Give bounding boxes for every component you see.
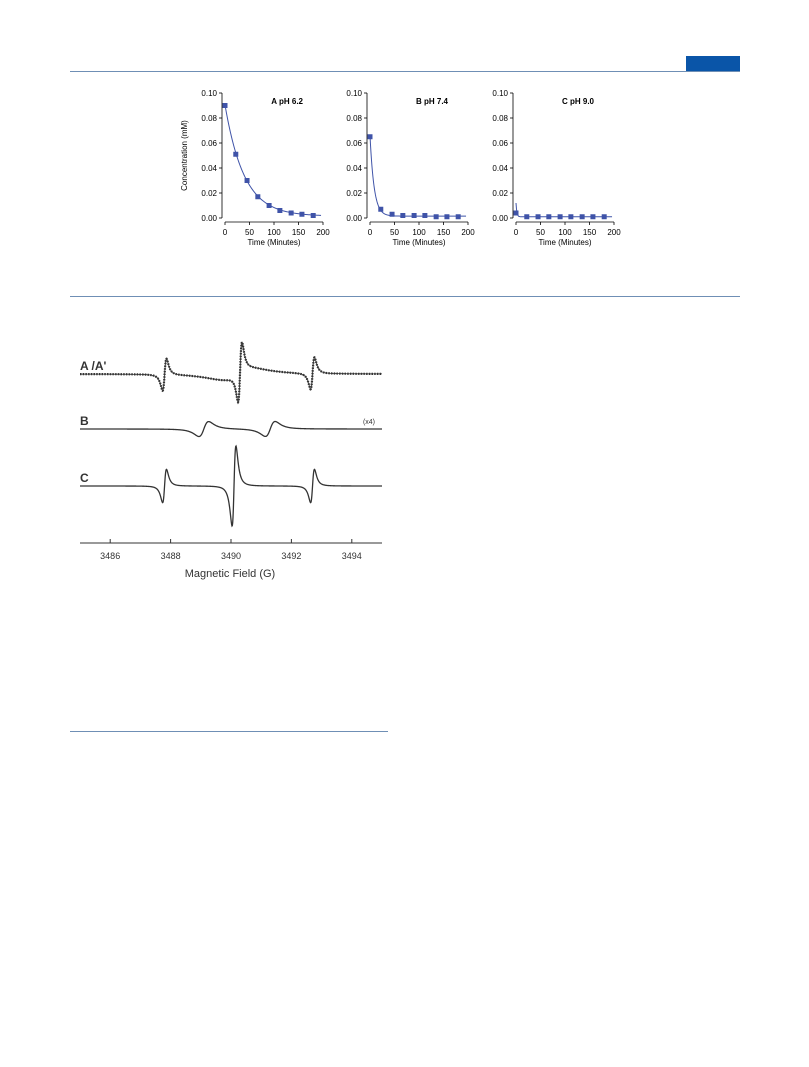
y-tick-label: 0.06 <box>346 139 362 148</box>
data-point <box>233 152 238 157</box>
y-tick-label: 0.04 <box>201 164 217 173</box>
x-axis-label: Time (Minutes) <box>538 238 592 247</box>
data-point <box>400 213 405 218</box>
data-point <box>368 134 373 139</box>
data-point <box>412 213 417 218</box>
trace-label: A /A' <box>80 359 107 373</box>
data-point <box>536 214 541 219</box>
x-tick-label: 50 <box>536 228 545 237</box>
data-point <box>299 212 304 217</box>
y-tick-label: 0.00 <box>492 214 508 223</box>
y-tick-label: 0.00 <box>346 214 362 223</box>
y-tick-label: 0.02 <box>201 189 217 198</box>
y-tick-label: 0.02 <box>346 189 362 198</box>
y-tick-label: 0.10 <box>346 89 362 98</box>
x-tick-label: 0 <box>513 228 519 237</box>
data-point <box>311 213 316 218</box>
kinetics-panel-a <box>180 89 330 247</box>
y-tick-label: 0.04 <box>346 164 362 173</box>
spectrum-line <box>80 422 382 437</box>
x-tick-label: 0 <box>222 228 228 237</box>
section-rule-2 <box>70 731 388 732</box>
x-tick-label: 200 <box>607 228 621 237</box>
epr-x-tick-label: 3494 <box>341 551 362 561</box>
x-tick-label: 0 <box>367 228 373 237</box>
epr-x-tick-label: 3490 <box>220 551 242 561</box>
epr-trace-b <box>80 414 382 437</box>
data-point <box>456 214 461 219</box>
x-tick-label: 150 <box>436 228 451 237</box>
header-rule <box>70 71 740 72</box>
x-tick-label: 150 <box>582 228 597 237</box>
y-tick-label: 0.10 <box>201 89 217 98</box>
epr-spectra-figure <box>70 312 390 592</box>
kinetics-panel-b <box>346 89 475 247</box>
x-tick-label: 50 <box>390 228 399 237</box>
data-point <box>422 213 427 218</box>
section-rule-1 <box>70 296 740 297</box>
kinetics-panel-c <box>492 89 621 247</box>
epr-trace-c <box>80 446 382 526</box>
data-point <box>223 103 228 108</box>
x-tick-label: 100 <box>267 228 281 237</box>
y-tick-label: 0.08 <box>346 114 362 123</box>
epr-x-tick-label: 3492 <box>281 551 302 561</box>
epr-x-axis-label: Magnetic Field (G) <box>184 568 276 580</box>
y-axis-label: Concentration (mM) <box>180 120 189 191</box>
panel-title: C pH 9.0 <box>561 97 594 106</box>
epr-trace-a <box>80 342 382 402</box>
panel-title: A pH 6.2 <box>271 97 303 106</box>
x-tick-label: 100 <box>558 228 572 237</box>
data-point <box>580 214 585 219</box>
x-tick-label: 200 <box>461 228 475 237</box>
epr-x-tick-label: 3488 <box>160 551 181 561</box>
epr-x-tick-label: 3486 <box>100 551 121 561</box>
trace-label: B <box>80 414 89 428</box>
x-tick-label: 50 <box>245 228 254 237</box>
fit-curve <box>516 203 612 217</box>
spectrum-line <box>80 446 382 526</box>
panel-title: B pH 7.4 <box>415 97 448 106</box>
trace-label: C <box>80 471 89 485</box>
data-point <box>390 212 395 217</box>
y-tick-label: 0.10 <box>492 89 508 98</box>
data-point <box>378 207 383 212</box>
data-point <box>267 203 272 208</box>
x-axis-label: Time (Minutes) <box>247 238 301 247</box>
fit-curve <box>370 136 466 217</box>
data-point <box>444 214 449 219</box>
data-point <box>558 214 563 219</box>
scale-note: (x4) <box>362 419 375 426</box>
y-tick-label: 0.08 <box>201 114 217 123</box>
x-axis-label: Time (Minutes) <box>392 238 446 247</box>
data-point <box>568 214 573 219</box>
data-point <box>245 178 250 183</box>
data-point <box>546 214 551 219</box>
y-tick-label: 0.06 <box>201 139 217 148</box>
data-point <box>434 214 439 219</box>
data-point <box>289 211 294 216</box>
y-tick-label: 0.02 <box>492 189 508 198</box>
data-point <box>277 208 282 213</box>
y-tick-label: 0.08 <box>492 114 508 123</box>
y-tick-label: 0.00 <box>201 214 217 223</box>
x-tick-label: 200 <box>316 228 330 237</box>
x-tick-label: 100 <box>412 228 426 237</box>
spectrum-line <box>80 342 382 402</box>
y-tick-label: 0.06 <box>492 139 508 148</box>
data-point <box>514 211 519 216</box>
x-tick-label: 150 <box>291 228 306 237</box>
fit-overlay-line <box>80 342 382 402</box>
y-tick-label: 0.04 <box>492 164 508 173</box>
data-point <box>255 194 260 199</box>
data-point <box>590 214 595 219</box>
data-point <box>524 214 529 219</box>
kinetics-figure <box>170 82 640 262</box>
header-accent-tab <box>686 56 740 71</box>
fit-curve <box>225 105 321 216</box>
data-point <box>602 214 607 219</box>
